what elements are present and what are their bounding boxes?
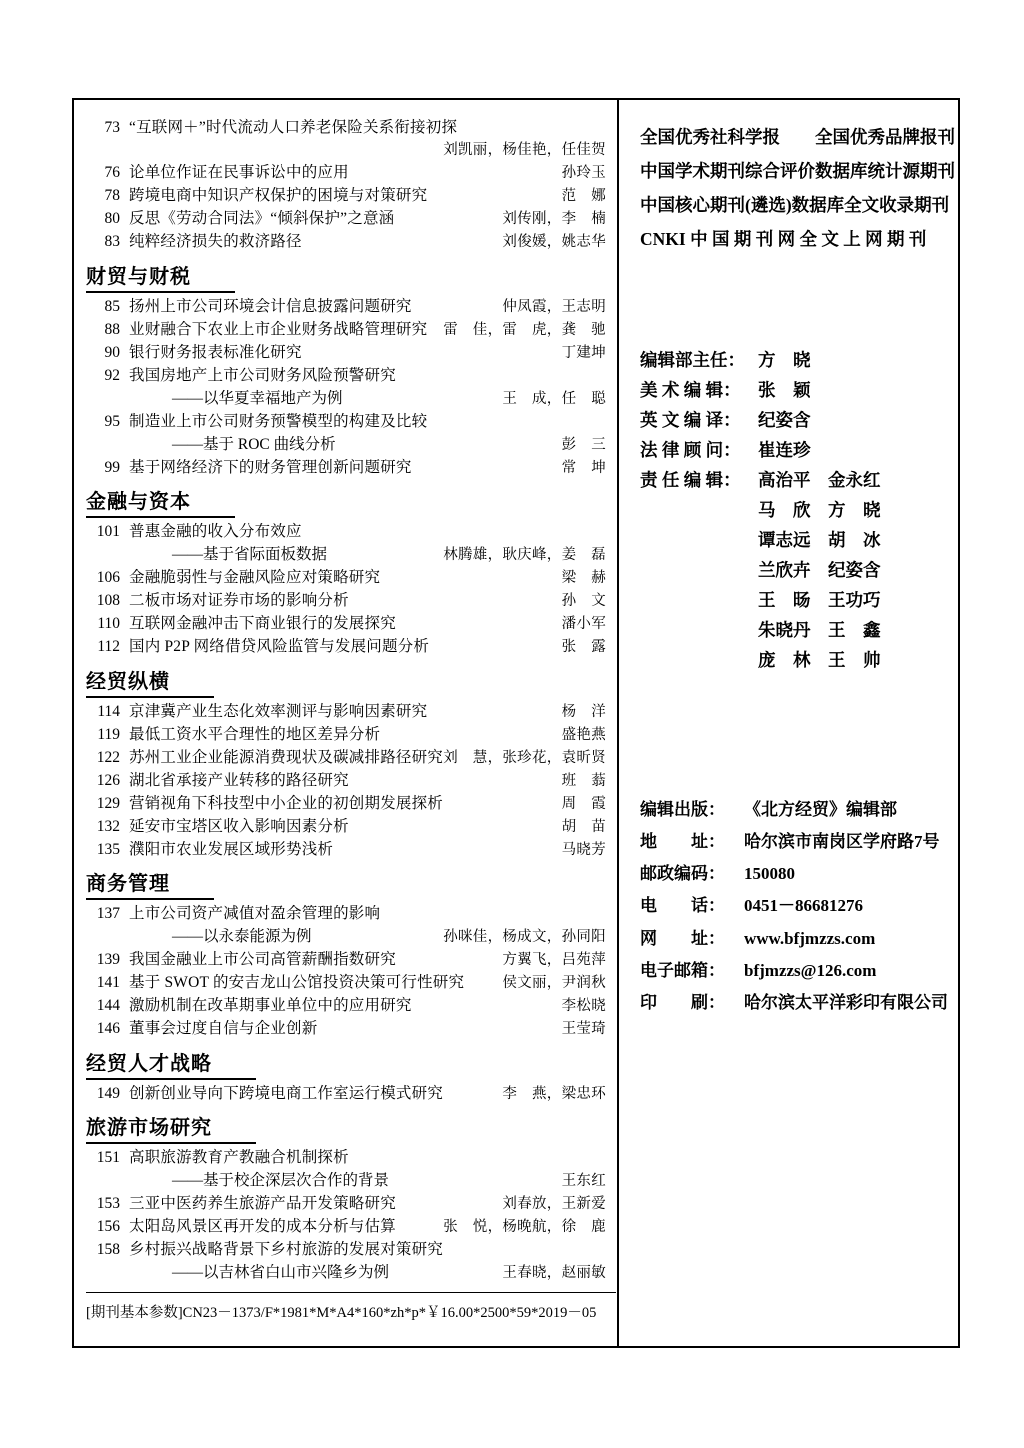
imprint-value: bfjmzzs@126.com [744,961,877,981]
staff-name-value: 张 颖 [758,379,811,400]
toc-page-number: 83 [104,233,120,250]
staff-row [640,585,946,615]
award-line: 中国学术期刊综合评价数据库统计源期刊 [640,161,955,182]
staff-row [640,435,946,465]
toc-article-title: 苏州工业企业能源消费现状及碳减排路径研究 [129,748,444,766]
staff-row [640,405,946,435]
toc-page-number: 151 [96,1149,120,1166]
toc-page-number: 144 [96,997,120,1014]
toc-article-title: 太阳岛风景区再开发的成本分析与估算 [129,1218,396,1235]
toc-authors: 王东红 [561,1173,606,1189]
toc-section-heading [86,1111,606,1140]
toc-entry[interactable] [86,1196,606,1212]
table-of-contents [86,120,606,1288]
toc-authors: 刘春放，王新爱 [502,1196,606,1212]
toc-article-title: 延安市宝塔区收入影响因素分析 [129,817,349,835]
toc-page-number: 132 [96,817,120,835]
toc-entry-subtitle-row [86,1173,606,1189]
toc-authors: 张 悦，杨晚航，徐 鹿 [443,1219,606,1235]
toc-page-number: 106 [96,569,120,586]
staff-name-value: 谭志远 胡 冰 [758,530,881,551]
imprint-label: 网 址： [640,928,725,948]
toc-article-title: 高职旅游教育产教融合机制探析 [129,1149,349,1166]
toc-article-title: 营销视角下科技型中小企业的初创期发展探析 [129,794,444,812]
imprint-row [640,923,946,955]
section-underline [86,291,235,293]
toc-authors: 张 露 [561,639,606,655]
imprint-label: 电 话： [640,896,725,916]
toc-article-title: 湖北省承接产业转移的路径研究 [129,771,349,789]
toc-authors: 方翼飞，吕苑萍 [502,952,606,968]
toc-entry[interactable] [86,299,606,315]
journal-parameters-footer: [期刊基本参数]CN23－1373/F*1981*M*A4*160*zh*p*￥16.00*2500*59*2019－05 [86,1292,616,1322]
toc-authors: 班 蓊 [561,772,606,789]
toc-page-number: 114 [97,702,120,720]
toc-authors: 梁 赫 [561,570,606,586]
toc-entry[interactable] [86,593,606,609]
editorial-staff-list [640,345,946,676]
toc-entry-subtitle-row [86,391,606,407]
toc-entry[interactable] [86,773,606,789]
toc-authors: 王 成，任 聪 [502,390,606,407]
toc-page-number: 90 [104,343,120,361]
imprint-value: 《北方经贸》编辑部 [744,799,897,819]
toc-authors: 范 娜 [561,188,606,204]
toc-authors: 林腾雄，耿庆峰，姜 磊 [443,547,606,563]
toc-article-title: 最低工资水平合理性的地区差异分析 [129,725,381,743]
section-underline [86,1078,256,1080]
staff-row [640,645,946,675]
toc-page-number: 108 [96,592,120,609]
toc-entry[interactable] [86,1086,606,1102]
toc-authors: 李 燕，梁忠环 [502,1085,606,1102]
toc-article-title: 乡村振兴战略背景下乡村旅游的发展对策研究 [129,1241,444,1258]
toc-entry[interactable] [86,998,606,1014]
toc-section-heading [86,665,606,694]
toc-entry[interactable] [86,906,606,922]
imprint-row [640,794,946,826]
toc-page-number: 95 [104,412,120,430]
staff-role-label [640,495,758,525]
staff-role-label: 责 任 编 辑： [640,469,741,490]
toc-page-number: 78 [104,187,120,204]
toc-authors: 刘俊媛，姚志华 [502,234,606,250]
staff-row [640,375,946,405]
toc-entry[interactable] [86,211,606,227]
toc-section-heading [86,260,606,289]
staff-name-value: 朱晓丹 王 鑫 [758,620,881,641]
imprint-block [640,794,946,1020]
toc-page-number: 137 [96,905,120,922]
toc-entry[interactable] [86,120,606,136]
staff-row [640,555,946,585]
toc-page-number: 129 [96,794,120,812]
staff-role-label: 英 文 编 译： [640,409,741,430]
toc-authors: 彭 三 [561,436,606,453]
toc-entry[interactable] [86,616,606,632]
toc-section-heading [86,485,606,514]
toc-article-title: 互联网金融冲击下商业银行的发展探究 [129,615,396,632]
column-divider [617,98,619,1348]
right-column [640,120,955,1020]
toc-authors: 常 坤 [561,459,606,476]
toc-authors: 周 霞 [561,795,606,812]
toc-page-number: 122 [96,748,120,766]
toc-entry-subtitle-row [86,929,606,945]
toc-article-subtitle: ——基于校企深层次合作的背景 [172,1172,390,1189]
toc-article-title: 基于网络经济下的财务管理创新问题研究 [129,458,412,476]
toc-article-subtitle: ——以吉林省白山市兴隆乡为例 [172,1264,390,1281]
toc-section-label: 经贸纵横 [86,665,214,694]
imprint-row [640,890,946,922]
toc-entry[interactable] [86,188,606,204]
toc-page-number: 156 [96,1218,120,1235]
toc-article-title: 扬州上市公司环境会计信息披露问题研究 [129,297,412,315]
imprint-value: 哈尔滨太平洋彩印有限公司 [744,993,948,1013]
toc-page-number: 126 [96,771,120,789]
toc-entry[interactable] [86,842,606,858]
toc-authors: 王莹琦 [561,1021,606,1037]
toc-page-number: 135 [96,840,120,858]
toc-entry[interactable] [86,414,606,430]
staff-name-value: 纪姿含 [758,409,811,430]
staff-row [640,525,946,555]
toc-article-title: 我国房地产上市公司财务风险预警研究 [129,366,396,384]
toc-article-subtitle: ——基于 ROC 曲线分析 [172,435,336,453]
toc-article-title: 反思《劳动合同法》“倾斜保护”之意涵 [129,210,395,227]
toc-article-title: 创新创业导向下跨境电商工作室运行模式研究 [129,1084,444,1102]
toc-article-title: 业财融合下农业上市企业财务战略管理研究 [129,320,428,338]
toc-article-title: 濮阳市农业发展区域形势浅析 [129,840,334,858]
staff-name-value: 兰欣卉 纪姿含 [758,560,881,581]
section-underline [86,696,214,698]
toc-page-number: 139 [96,951,120,968]
toc-entry[interactable] [86,460,606,476]
toc-entry[interactable] [86,704,606,720]
toc-page-number: 80 [104,210,120,227]
toc-entry[interactable] [86,975,606,991]
toc-page-number: 158 [96,1241,120,1258]
toc-page-number: 101 [96,523,120,540]
toc-entry[interactable] [86,727,606,743]
toc-authors: 雷 佳，雷 虎，龚 驰 [443,321,606,338]
staff-name-value: 高治平 金永红 [758,469,881,490]
toc-page-number: 76 [104,164,120,181]
staff-name-value: 马 欣 方 晓 [758,499,881,520]
toc-section-label: 商务管理 [86,867,214,896]
staff-row [640,495,946,525]
toc-article-title: 跨境电商中知识产权保护的困境与对策研究 [129,187,428,204]
toc-section-heading [86,1047,606,1076]
imprint-label: 电子邮箱： [640,961,725,981]
toc-article-title: 纯粹经济损失的救济路径 [129,233,302,250]
staff-role-label [640,585,758,615]
staff-name-value: 庞 林 王 帅 [758,650,881,671]
toc-page-number: 146 [96,1020,120,1037]
toc-authors: 孙玲玉 [561,165,606,181]
toc-authors: 刘凯丽，杨佳艳，任佳贺 [443,142,606,158]
toc-entry-subtitle-row [86,437,606,453]
toc-article-subtitle: ——以华夏幸福地产为例 [172,389,343,407]
toc-section-label: 旅游市场研究 [86,1111,256,1140]
toc-article-title: “互联网＋”时代流动人口养老保险关系衔接初探 [129,119,458,136]
toc-authors: 孙咪佳，杨成文，孙同阳 [443,929,606,945]
toc-page-number: 153 [96,1195,120,1212]
staff-role-label: 编辑部主任： [640,349,745,370]
toc-page-number: 73 [104,119,120,136]
imprint-value: 哈尔滨市南岗区学府路7号 [744,831,940,851]
toc-entry[interactable] [86,1219,606,1235]
toc-authors: 杨 洋 [561,703,606,720]
toc-authors: 仲凤霞，王志明 [502,298,606,315]
staff-role-label: 美 术 编 辑： [640,379,741,400]
toc-entry[interactable] [86,750,606,766]
imprint-row [640,858,946,890]
staff-role-label: 法 律 顾 问： [640,439,741,460]
toc-article-title: 上市公司资产减值对盈余管理的影响 [129,905,381,922]
toc-article-subtitle: ——基于省际面板数据 [172,546,328,563]
toc-entry[interactable] [86,322,606,338]
staff-row [640,345,946,375]
toc-page-number: 85 [104,297,120,315]
toc-article-title: 普惠金融的收入分布效应 [129,523,302,540]
imprint-label: 邮政编码： [640,864,725,884]
toc-entry[interactable] [86,570,606,586]
toc-entry[interactable] [86,952,606,968]
toc-article-title: 国内 P2P 网络借贷风险监管与发展问题分析 [129,638,430,655]
imprint-label: 印 刷： [640,993,725,1013]
toc-article-title: 三亚中医药养生旅游产品开发策略研究 [129,1195,396,1212]
toc-entry[interactable] [86,1242,606,1258]
section-underline [86,516,235,518]
staff-role-label [640,555,758,585]
toc-article-title: 银行财务报表标准化研究 [129,343,302,361]
toc-section-heading [86,867,606,896]
toc-authors: 侯文丽，尹润秋 [502,975,606,991]
toc-entry[interactable] [86,1021,606,1037]
staff-row [640,615,946,645]
toc-entry[interactable] [86,165,606,181]
toc-section-label: 金融与资本 [86,485,235,514]
toc-authors: 潘小军 [561,616,606,632]
toc-article-title: 金融脆弱性与金融风险应对策略研究 [129,569,381,586]
awards-list [640,120,955,257]
toc-page-number: 119 [97,725,120,743]
section-underline [86,1142,256,1144]
toc-authors: 马晓芳 [561,841,606,858]
staff-role-label [640,525,758,555]
toc-entry[interactable] [86,345,606,361]
toc-entry[interactable] [86,1150,606,1166]
toc-article-title: 激励机制在改革期事业单位中的应用研究 [129,997,412,1014]
staff-name-value: 王 旸 王功巧 [758,590,881,611]
imprint-row [640,955,946,987]
toc-authors-row [86,143,606,158]
imprint-label: 编辑出版： [640,799,725,819]
staff-row [640,465,946,495]
toc-authors: 刘 慧，张珍花，袁昕贤 [443,749,606,766]
toc-article-title: 二板市场对证券市场的影响分析 [129,592,349,609]
toc-entry[interactable] [86,796,606,812]
imprint-label: 地 址： [640,831,725,851]
toc-authors: 孙 文 [561,593,606,609]
toc-article-title: 基于 SWOT 的安吉龙山公馆投资决策可行性研究 [129,974,465,991]
toc-article-title: 董事会过度自信与企业创新 [129,1020,318,1037]
toc-entry[interactable] [86,524,606,540]
imprint-value: 0451－86681276 [744,896,863,916]
toc-entry[interactable] [86,819,606,835]
staff-role-label [640,615,758,645]
award-line: 全国优秀社科学报 全国优秀品牌报刊 [640,127,955,147]
toc-article-title: 我国金融业上市公司高管薪酬指数研究 [129,951,396,968]
toc-article-title: 论单位作证在民事诉讼中的应用 [129,164,349,181]
imprint-row [640,826,946,858]
toc-entry[interactable] [86,234,606,250]
staff-role-label [640,645,758,675]
toc-authors: 盛艳燕 [561,726,606,743]
toc-entry-subtitle-row [86,1265,606,1281]
toc-section-label: 财贸与财税 [86,260,235,289]
toc-page-number: 149 [96,1084,120,1102]
toc-page-number: 141 [96,974,120,991]
toc-authors: 刘传刚，李 楠 [502,211,606,227]
toc-authors: 丁建坤 [561,344,606,361]
toc-page-number: 112 [97,638,120,655]
toc-section-label: 经贸人才战略 [86,1047,256,1076]
staff-name-value: 崔连珍 [758,439,811,460]
toc-authors: 李松晓 [561,998,606,1014]
toc-article-title: 京津冀产业生态化效率测评与影响因素研究 [129,702,428,720]
imprint-value: www.bfjmzzs.com [744,928,876,948]
toc-entry-subtitle-row [86,547,606,563]
toc-page-number: 110 [97,615,120,632]
toc-authors: 王春晓，赵丽敏 [502,1265,606,1281]
toc-article-title: 制造业上市公司财务预警模型的构建及比较 [129,412,428,430]
toc-page-number: 92 [104,366,120,384]
imprint-row [640,987,946,1019]
award-line: 中国核心期刊(遴选)数据库全文收录期刊 [640,195,950,216]
toc-article-subtitle: ——以永泰能源为例 [172,928,312,945]
toc-authors: 胡 苗 [561,818,606,835]
toc-entry[interactable] [86,639,606,655]
section-underline [86,898,214,900]
toc-page-number: 88 [104,320,120,338]
imprint-value: 150080 [744,864,795,884]
toc-entry[interactable] [86,368,606,384]
toc-page-number: 99 [104,458,120,476]
award-line: CNKI 中 国 期 刊 网 全 文 上 网 期 刊 [640,229,927,250]
staff-name-value: 方 晓 [758,349,811,370]
